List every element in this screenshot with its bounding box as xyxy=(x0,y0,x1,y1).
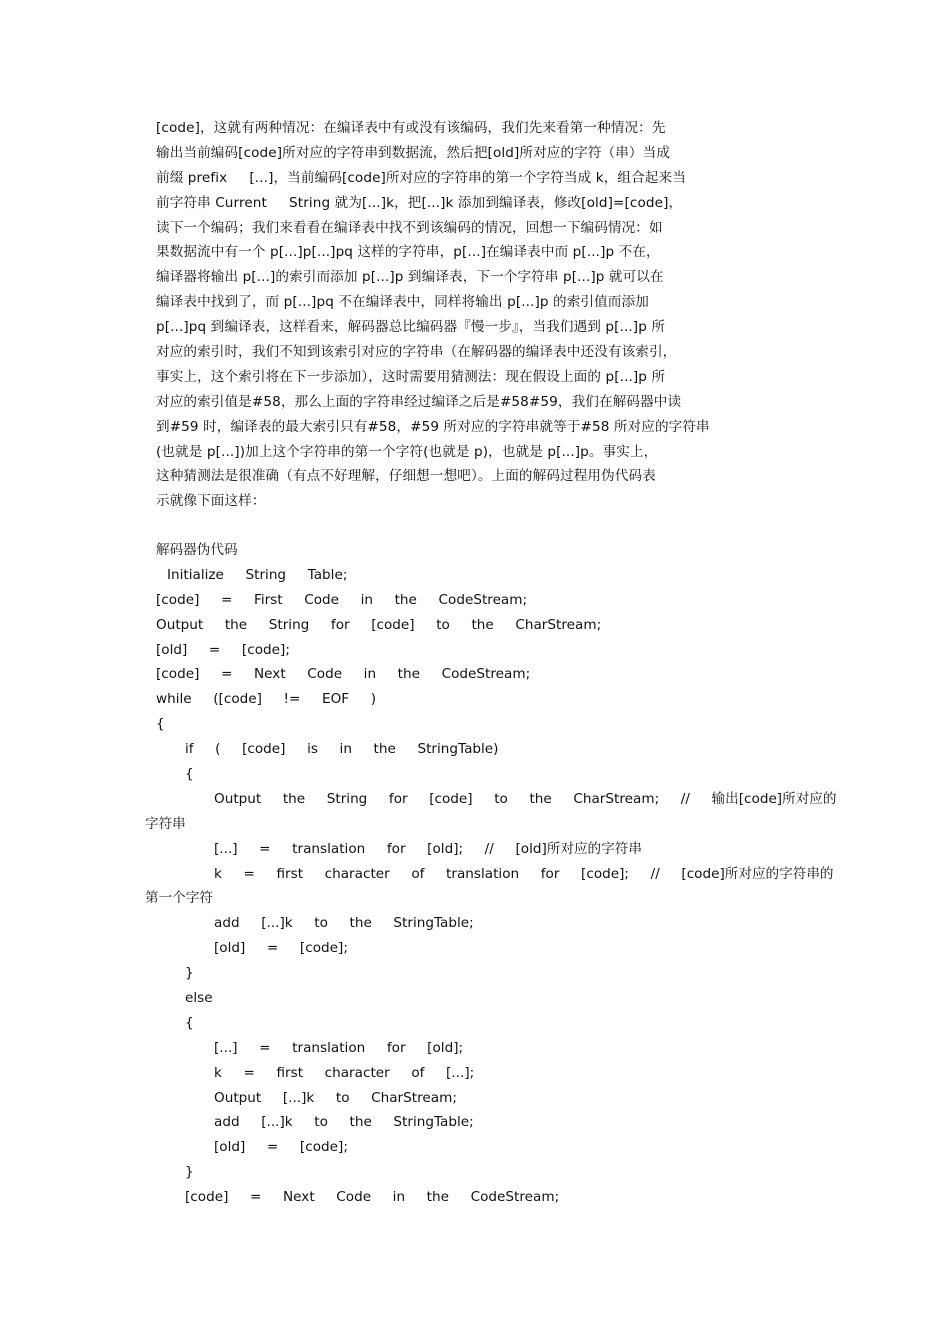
explanation-paragraph xyxy=(156,116,736,514)
paragraph-line: p[...]pq 到编译表，这样看来，解码器总比编码器『慢一步』，当我们遇到 p[...]p 所 xyxy=(156,319,666,336)
paragraph-line: 对应的索引时，我们不知到该索引对应的字符串（在解码器的编译表中还没有该索引， xyxy=(156,344,677,361)
code-line xyxy=(0,1135,950,1160)
code-text: } xyxy=(185,1164,194,1181)
code-text: { xyxy=(185,1014,194,1031)
code-line xyxy=(0,1086,950,1111)
code-text: [old] = [code]; xyxy=(156,641,290,658)
pseudocode-title: 解码器伪代码 xyxy=(156,542,238,558)
paragraph-line: 示就像下面这样： xyxy=(156,493,266,510)
code-text: [old] = [code]; xyxy=(214,940,348,957)
paragraph-line: [code]，这就有两种情况：在编译表中有或没有该编码，我们先来看第一种情况：先 xyxy=(156,120,666,136)
paragraph-line: 前缀 prefix [...]，当前编码[code]所对应的字符串的第一个字符当成 k，组合起来当 xyxy=(156,169,686,186)
code-text: [code] = Next Code in the CodeStream; xyxy=(156,666,531,683)
code-line xyxy=(0,837,950,862)
paragraph-line: 前字符串 Current String 就为[...]k，把[...]k 添加到编译表，修改[old]=[code]， xyxy=(156,194,683,211)
code-text: { xyxy=(156,716,165,733)
paragraph-line: 对应的索引值是#58，那么上面的字符串经过编译之后是#58#59，我们在解码器中读 xyxy=(156,393,682,410)
code-text: if ( [code] is in the StringTable) xyxy=(185,741,499,758)
code-text: Initialize String Table; xyxy=(167,566,348,583)
code-line xyxy=(0,1160,950,1185)
code-text: { xyxy=(185,766,194,783)
code-line xyxy=(0,662,950,687)
paragraph-line: 编译表中找到了，而 p[...]pq 不在编译表中，同样将输出 p[...]p 的索引值而添加 xyxy=(156,294,649,311)
code-text: } xyxy=(185,965,194,982)
pseudocode-block xyxy=(0,538,950,1210)
code-text: Output the String for [code] to the CharStream; // 输出[code]所对应的 xyxy=(214,790,837,807)
code-line xyxy=(0,737,950,762)
code-line xyxy=(0,613,950,638)
code-text: 字符串 xyxy=(145,815,186,832)
code-text: 第一个字符 xyxy=(145,890,213,907)
paragraph-line: 事实上，这个索引将在下一步添加），这时需要用猜测法：现在假设上面的 p[...]p 所 xyxy=(156,368,666,385)
paragraph-line: (也就是 p[...])加上这个字符串的第一个字符(也就是 p)，也就是 p[...]p。事实上， xyxy=(156,443,658,460)
code-line xyxy=(0,1110,950,1135)
code-text: [...] = translation for [old]; xyxy=(214,1039,464,1056)
code-text: Output [...]k to CharStream; xyxy=(214,1089,457,1106)
code-line xyxy=(0,1011,950,1036)
code-text: k = first character of [...]; xyxy=(214,1064,475,1081)
paragraph-line: 这种猜测法是很准确（有点不好理解，仔细想一想吧）。上面的解码过程用伪代码表 xyxy=(156,468,656,485)
code-line xyxy=(0,1061,950,1086)
code-line xyxy=(0,762,950,787)
code-text: [old] = [code]; xyxy=(214,1139,348,1156)
code-line xyxy=(0,1036,950,1061)
code-line xyxy=(0,936,950,961)
code-text: [...] = translation for [old]; // [old]所对应的字符串 xyxy=(214,840,642,857)
code-text: add [...]k to the StringTable; xyxy=(214,1114,474,1131)
paragraph-line: 果数据流中有一个 p[...]p[...]pq 这样的字符串，p[...]在编译表中而 p[...]p 不在， xyxy=(156,244,660,261)
code-text: while ([code] != EOF ) xyxy=(156,691,377,708)
paragraph-line: 输出当前编码[code]所对应的字符串到数据流，然后把[old]所对应的字符（串）当成 xyxy=(156,144,671,161)
code-line-wrap xyxy=(0,812,950,837)
code-text: add [...]k to the StringTable; xyxy=(214,915,474,932)
code-line xyxy=(0,961,950,986)
code-text: [code] = Next Code in the CodeStream; xyxy=(185,1189,560,1206)
code-text: Output the String for [code] to the CharStream; xyxy=(156,616,602,633)
code-line xyxy=(0,712,950,737)
code-line xyxy=(0,787,950,812)
code-line xyxy=(0,638,950,663)
paragraph-line: 编译器将输出 p[...]的索引而添加 p[...]p 到编译表，下一个字符串 p[...]p 就可以在 xyxy=(156,269,664,286)
code-line-wrap xyxy=(0,886,950,911)
code-line xyxy=(0,687,950,712)
paragraph-line: 读下一个编码；我们来看看在编译表中找不到该编码的情况，回想一下编码情况：如 xyxy=(156,219,663,236)
code-line xyxy=(0,862,950,887)
code-title-row xyxy=(0,538,950,563)
code-line xyxy=(0,588,950,613)
code-text: else xyxy=(185,990,213,1007)
code-line xyxy=(0,1185,950,1210)
code-text: k = first character of translation for [code]; // [code]所对应的字符串的 xyxy=(214,865,834,882)
paragraph-line: 到#59 时，编译表的最大索引只有#58，#59 所对应的字符串就等于#58 所对应的字符串 xyxy=(156,418,710,435)
code-line xyxy=(0,986,950,1011)
code-line xyxy=(0,911,950,936)
code-line xyxy=(0,563,950,588)
code-text: [code] = First Code in the CodeStream; xyxy=(156,591,528,608)
